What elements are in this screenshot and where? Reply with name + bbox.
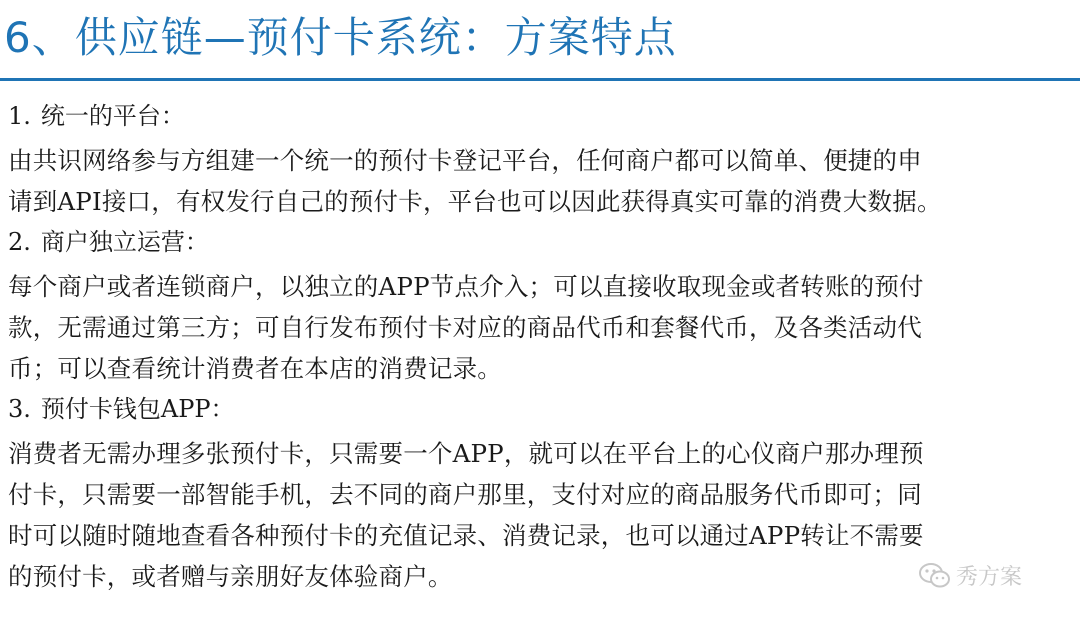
paragraph-line: 每个商户或者连锁商户，以独立的APP节点介入；可以直接收取现金或者转账的预付 xyxy=(8,272,924,301)
paragraph-line: 的预付卡，或者赠与亲朋好友体验商户。 xyxy=(8,562,453,591)
paragraph-line: 时可以随时随地查看各种预付卡的充值记录、消费记录，也可以通过APP转让不需要 xyxy=(8,521,924,550)
section-heading-text: 商户独立运营： xyxy=(40,228,209,256)
watermark xyxy=(918,560,1022,591)
paragraph-line: 消费者无需办理多张预付卡，只需要一个APP，就可以在平台上的心仪商户那办理预 xyxy=(8,439,924,468)
paragraph-line: 由共识网络参与方组建一个统一的预付卡登记平台，任何商户都可以简单、便捷的申 xyxy=(8,146,922,175)
section-number: 1. xyxy=(8,102,31,130)
section-heading-2 xyxy=(8,222,1078,262)
paragraph-line: 请到API接口，有权发行自己的预付卡，平台也可以因此获得真实可靠的消费大数据。 xyxy=(8,187,942,216)
paragraph-line: 款，无需通过第三方；可自行发布预付卡对应的商品代币和套餐代币，及各类活动代 xyxy=(8,313,922,342)
section-number: 3. xyxy=(8,395,31,423)
section-heading-text: 统一的平台： xyxy=(40,102,185,130)
paragraph-line: 付卡，只需要一部智能手机，去不同的商户那里，支付对应的商品服务代币即可；同 xyxy=(8,480,922,509)
section-heading-3 xyxy=(8,389,1078,429)
section-heading-text: 预付卡钱包APP： xyxy=(40,395,235,423)
slide-content xyxy=(8,96,1078,597)
paragraph-line: 币；可以查看统计消费者在本店的消费记录。 xyxy=(8,354,502,383)
section-heading-1 xyxy=(8,96,1078,136)
watermark-text: 秀方案 xyxy=(956,565,1023,590)
slide-title: 6、供应链—预付卡系统：方案特点 xyxy=(4,13,677,62)
wechat-icon xyxy=(918,561,952,591)
title-divider xyxy=(0,78,1080,81)
section-number: 2. xyxy=(8,228,31,256)
